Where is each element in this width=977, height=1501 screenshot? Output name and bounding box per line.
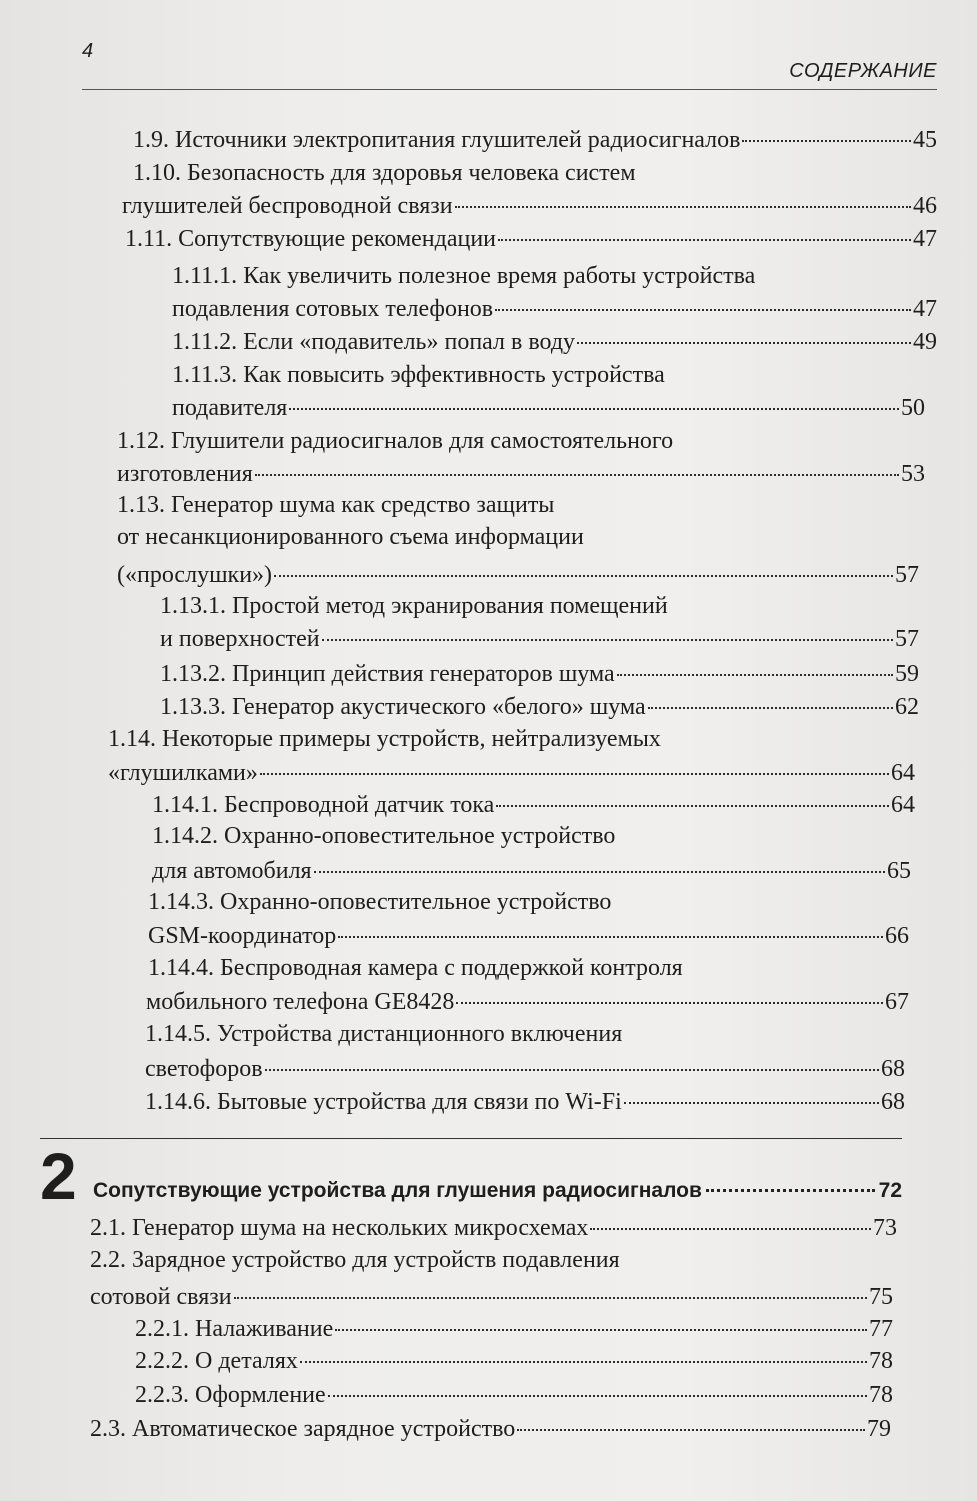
toc-entry-title: 2.2.3. Оформление (135, 1382, 326, 1408)
toc-entry-title: 1.12. Глушители радиосигналов для самостоятельного (117, 428, 674, 454)
toc-entry-title-cont: GSM-координатор (148, 923, 337, 949)
toc-entry[interactable] (160, 692, 919, 722)
toc-entry-title: 2.3. Автоматическое зарядное устройство (90, 1416, 516, 1442)
toc-entry-page: 59 (895, 661, 919, 687)
toc-entry-title: 2.1. Генератор шума на нескольких микросхемах (90, 1215, 589, 1241)
toc-entry-title: 1.10. Безопасность для здоровья человека систем (133, 160, 636, 186)
leader-dots (456, 1002, 883, 1004)
toc-entry-page: 45 (913, 127, 937, 153)
toc-entry-title: 1.9. Источники электропитания глушителей радиосигналов (133, 127, 741, 153)
toc-entry[interactable] (135, 1314, 893, 1344)
toc-entry-page: 78 (869, 1348, 893, 1374)
toc-entry[interactable] (108, 758, 915, 788)
toc-entry[interactable] (145, 1087, 905, 1117)
toc-entry-page: 62 (895, 694, 919, 720)
chapter-heading[interactable] (93, 1176, 902, 1206)
toc-entry-title-cont: от несанкционированного съема информации (117, 524, 584, 550)
toc-entry-title: 1.11.3. Как повысить эффективность устройства (172, 362, 665, 388)
toc-entry-title: 1.11.2. Если «подавитель» попал в воду (172, 329, 576, 355)
leader-dots (706, 1189, 875, 1192)
leader-dots (517, 1429, 865, 1431)
leader-dots (577, 342, 911, 344)
toc-entry[interactable] (125, 224, 937, 254)
toc-entry-title: 1.13.3. Генератор акустического «белого» шума (160, 694, 646, 720)
toc-entry-page: 49 (913, 329, 937, 355)
leader-dots (742, 140, 911, 142)
leader-dots (274, 575, 893, 577)
leader-dots (590, 1228, 871, 1230)
toc-entry-title: 1.11.1. Как увеличить полезное время работы устройства (172, 263, 756, 289)
toc-entry-title: 1.14.6. Бытовые устройства для связи по Wi-Fi (145, 1089, 622, 1115)
leader-dots (300, 1361, 867, 1363)
leader-dots (624, 1102, 879, 1104)
toc-entry-title-cont: сотовой связи (90, 1284, 232, 1310)
toc-entry[interactable] (160, 659, 919, 689)
toc-entry-page: 73 (873, 1215, 897, 1241)
toc-entry[interactable] (117, 560, 919, 590)
toc-entry[interactable] (122, 191, 937, 221)
running-title: СОДЕРЖАНИЕ (789, 60, 937, 82)
toc-entry-page: 77 (869, 1316, 893, 1342)
toc-entry-title: 1.14.3. Охранно-оповестительное устройство (148, 889, 612, 915)
toc-entry-page: 50 (901, 395, 925, 421)
toc-entry[interactable] (172, 393, 925, 423)
toc-entry-page: 47 (913, 296, 937, 322)
leader-dots (648, 707, 893, 709)
toc-entry-page: 64 (891, 792, 915, 818)
toc-entry-page: 75 (869, 1284, 893, 1310)
toc-entry[interactable] (133, 125, 937, 155)
leader-dots (338, 936, 883, 938)
leader-dots (255, 474, 899, 476)
leader-dots (314, 871, 885, 873)
toc-entry-page: 46 (913, 193, 937, 219)
leader-dots (617, 674, 893, 676)
leader-dots (260, 773, 889, 775)
page-number: 4 (82, 40, 94, 62)
chapter-title: Сопутствующие устройства для глушения радиосигналов (93, 1179, 702, 1202)
leader-dots (496, 805, 889, 807)
toc-entry-title: 1.14.4. Беспроводная камера с поддержкой контроля (148, 955, 683, 981)
toc-entry[interactable] (135, 1346, 893, 1376)
toc-entry-title-cont: подавителя (172, 395, 288, 421)
toc-entry-page: 68 (881, 1089, 905, 1115)
toc-entry[interactable] (90, 1414, 891, 1444)
toc-entry-title: 2.2.2. О деталях (135, 1348, 298, 1374)
leader-dots (322, 639, 893, 641)
toc-entry[interactable] (90, 1282, 893, 1312)
toc-entry-page: 57 (895, 626, 919, 652)
toc-entry-title-cont: («прослушки») (117, 562, 273, 588)
chapter-rule (40, 1138, 902, 1139)
toc-entry[interactable] (152, 856, 911, 886)
toc-entry-title-cont: и поверхностей (160, 626, 320, 652)
toc-entry-title-cont: мобильного телефона GE8428 (146, 989, 455, 1015)
toc-entry-title-cont: изготовления (117, 461, 253, 487)
toc-entry-page: 78 (869, 1382, 893, 1408)
toc-entry[interactable] (135, 1380, 893, 1410)
toc-entry-title: 1.11. Сопутствующие рекомендации (125, 226, 497, 252)
toc-entry-title: 1.14.2. Охранно-оповестительное устройство (152, 823, 616, 849)
toc-entry-page: 68 (881, 1056, 905, 1082)
toc-entry-title: 2.2.1. Налаживание (135, 1316, 334, 1342)
header-rule (82, 89, 937, 90)
toc-entry-title: 1.13.1. Простой метод экранирования помещений (160, 593, 668, 619)
toc-entry-title-cont: «глушилками» (108, 760, 258, 786)
toc-entry[interactable] (117, 459, 925, 489)
toc-entry-title: 1.13.2. Принцип действия генераторов шума (160, 661, 615, 687)
leader-dots (328, 1395, 867, 1397)
leader-dots (495, 309, 911, 311)
toc-entry-page: 47 (913, 226, 937, 252)
leader-dots (234, 1297, 867, 1299)
toc-entry-title: 1.14.1. Беспроводной датчик тока (152, 792, 495, 818)
toc-entry-page: 67 (885, 989, 909, 1015)
toc-entry-title-cont: для автомобиля (152, 858, 312, 884)
leader-dots (498, 239, 911, 241)
toc-entry[interactable] (145, 1054, 905, 1084)
toc-entry-title: 1.13. Генератор шума как средство защиты (117, 492, 555, 518)
toc-entry-title: 1.14.5. Устройства дистанционного включения (145, 1021, 623, 1047)
toc-entry-title-cont: подавления сотовых телефонов (172, 296, 494, 322)
toc-entry-title-cont: глушителей беспроводной связи (122, 193, 453, 219)
toc-entry-page: 64 (891, 760, 915, 786)
chapter-page: 72 (878, 1179, 902, 1202)
toc-entry[interactable] (148, 921, 909, 951)
toc-entry-title: 2.2. Зарядное устройство для устройств подавления (90, 1247, 620, 1273)
toc-entry-page: 57 (895, 562, 919, 588)
leader-dots (289, 408, 899, 410)
toc-entry[interactable] (172, 294, 937, 324)
toc-entry[interactable] (90, 1213, 897, 1243)
toc-entry-page: 66 (885, 923, 909, 949)
toc-entry-page: 53 (901, 461, 925, 487)
chapter-number: 2 (40, 1139, 77, 1213)
leader-dots (265, 1069, 879, 1071)
toc-entry-page: 65 (887, 858, 911, 884)
toc-entry[interactable] (146, 987, 909, 1017)
toc-entry[interactable] (160, 624, 919, 654)
toc-entry[interactable] (172, 327, 937, 357)
toc-entry-title-cont: светофоров (145, 1056, 263, 1082)
leader-dots (455, 206, 911, 208)
toc-entry[interactable] (152, 790, 915, 820)
leader-dots (335, 1329, 867, 1331)
toc-entry-title: 1.14. Некоторые примеры устройств, нейтрализуемых (108, 726, 661, 752)
toc-entry-page: 79 (867, 1416, 891, 1442)
